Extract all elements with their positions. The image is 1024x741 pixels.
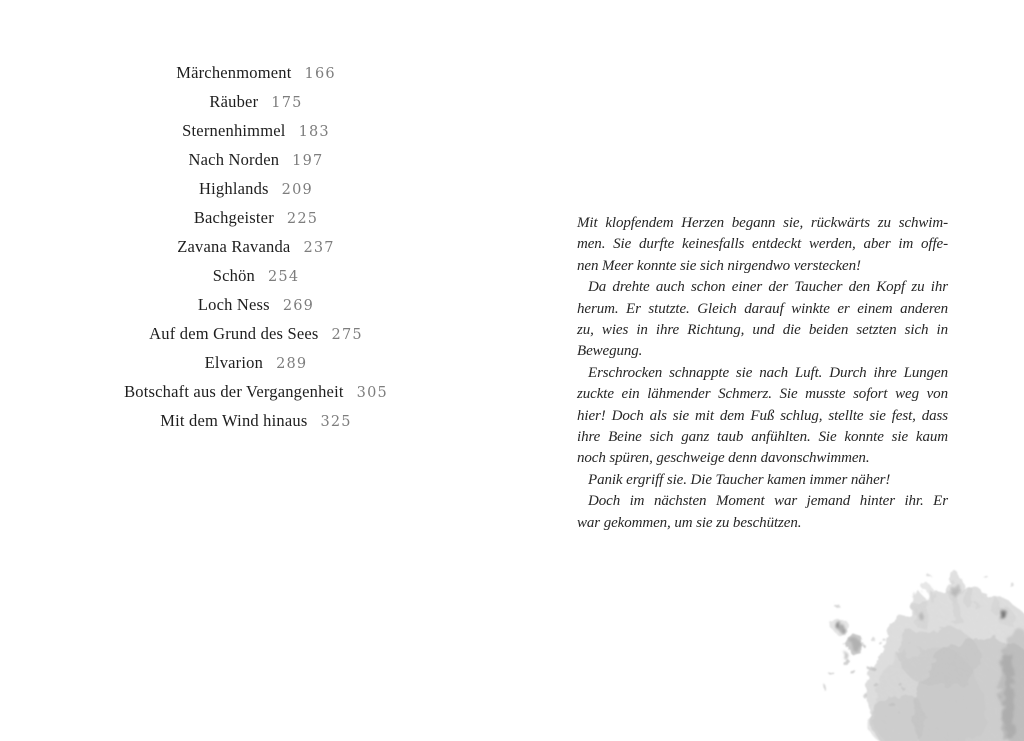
story-paragraph — [577, 277, 948, 363]
toc-entry-page-number: 305 — [356, 385, 388, 401]
story-line: Mit klopfendem Herzen begann sie, rückwärts zu schwim- — [577, 215, 948, 231]
toc-entry — [0, 116, 512, 145]
splash-mid-layer — [825, 571, 1024, 741]
toc-entry-page-number: 175 — [271, 95, 303, 111]
toc-entry — [0, 377, 512, 406]
story-line: ihre Beine sich ganz taub anfühlten. Sie konnte sie kaum — [577, 429, 948, 446]
toc-entry-title: Auf dem Grund des Sees — [149, 324, 319, 343]
story-line: men. Sie durfte keinesfalls entdeckt werden, aber im offe- — [577, 236, 948, 253]
story-line: hier! Doch als sie mit dem Fuß schlug, stellte sie fest, dass — [577, 407, 948, 424]
toc-entry-page-number: 289 — [276, 356, 308, 372]
toc-entry — [0, 174, 512, 203]
toc-entry-page-number: 325 — [320, 414, 352, 430]
toc-entry — [0, 145, 512, 174]
toc-entry — [0, 58, 512, 87]
splash-spot-layer — [838, 612, 1007, 630]
story-line: Bewegung. — [577, 343, 643, 360]
story-line: Doch im nächsten Moment war jemand hinter ihr. Er — [588, 493, 948, 510]
toc-entry-title: Bachgeister — [193, 208, 274, 227]
story-paragraph — [577, 363, 948, 470]
toc-entry-page-number: 254 — [267, 269, 300, 285]
story-line: herum. Er stutzte. Gleich darauf winkte er einem anderen — [577, 300, 948, 317]
watercolor-splash-decoration — [780, 537, 1024, 741]
story-page — [512, 0, 1024, 741]
toc-entry-page-number: 225 — [286, 211, 319, 227]
story-paragraph — [577, 470, 948, 491]
toc-entry-page-number: 275 — [331, 327, 363, 343]
story-paragraph — [577, 491, 948, 534]
toc-entry — [0, 319, 512, 348]
toc-entry — [0, 232, 512, 261]
toc-entry-title: Mit dem Wind hinaus — [160, 411, 308, 430]
splash-dark-layer — [836, 582, 1024, 741]
story-line: noch spüren, geschweige denn davonschwimmen. — [577, 450, 870, 467]
toc-entry-title: Märchenmoment — [176, 63, 292, 82]
splash-light-layer — [832, 573, 1024, 741]
story-line: war gekommen, um sie zu beschützen. — [577, 514, 802, 531]
toc-entry-page-number: 183 — [298, 124, 330, 140]
toc-entry-title: Highlands — [199, 179, 269, 198]
toc-entry-page-number: 269 — [282, 298, 315, 314]
toc-entry — [0, 290, 512, 319]
toc-entry-page-number: 166 — [304, 66, 336, 82]
toc-entry — [0, 87, 512, 116]
story-text — [577, 213, 948, 534]
toc-entry — [0, 261, 512, 290]
story-line: zu, wies in ihre Richtung, und die beiden setzten sich in — [577, 322, 948, 339]
toc-entry-title: Sternenhimmel — [182, 121, 286, 140]
toc-entry-title: Loch Ness — [197, 295, 270, 314]
story-line: Panik ergriff sie. Die Taucher kamen immer näher! — [588, 471, 891, 488]
story-line: Da drehte auch schon einer der Taucher den Kopf zu ihr — [588, 279, 948, 296]
story-line: nen Meer konnte sie sich nirgendwo verstecken! — [577, 257, 861, 274]
toc-entry-title: Schön — [212, 266, 255, 285]
toc-entry-title: Nach Norden — [188, 150, 280, 169]
story-line: zuckte ein lähmender Schmerz. Sie musste sofort weg von — [577, 386, 948, 403]
story-paragraph — [577, 213, 948, 277]
toc-entry — [0, 348, 512, 377]
toc-entry-title: Botschaft aus der Vergangenheit — [124, 382, 344, 401]
toc-entry-title: Zavana Ravanda — [177, 237, 291, 256]
toc-entry-page-number: 237 — [303, 240, 335, 256]
toc-entry-page-number: 209 — [281, 182, 313, 198]
toc-list — [0, 58, 512, 435]
toc-entry — [0, 406, 512, 435]
toc-entry — [0, 203, 512, 232]
toc-entry-title: Elvarion — [204, 353, 264, 372]
toc-entry-title: Räuber — [209, 92, 259, 111]
toc-entry-page-number: 197 — [292, 153, 324, 169]
story-line: Erschrocken schnappte sie nach Luft. Durch ihre Lungen — [588, 364, 948, 381]
